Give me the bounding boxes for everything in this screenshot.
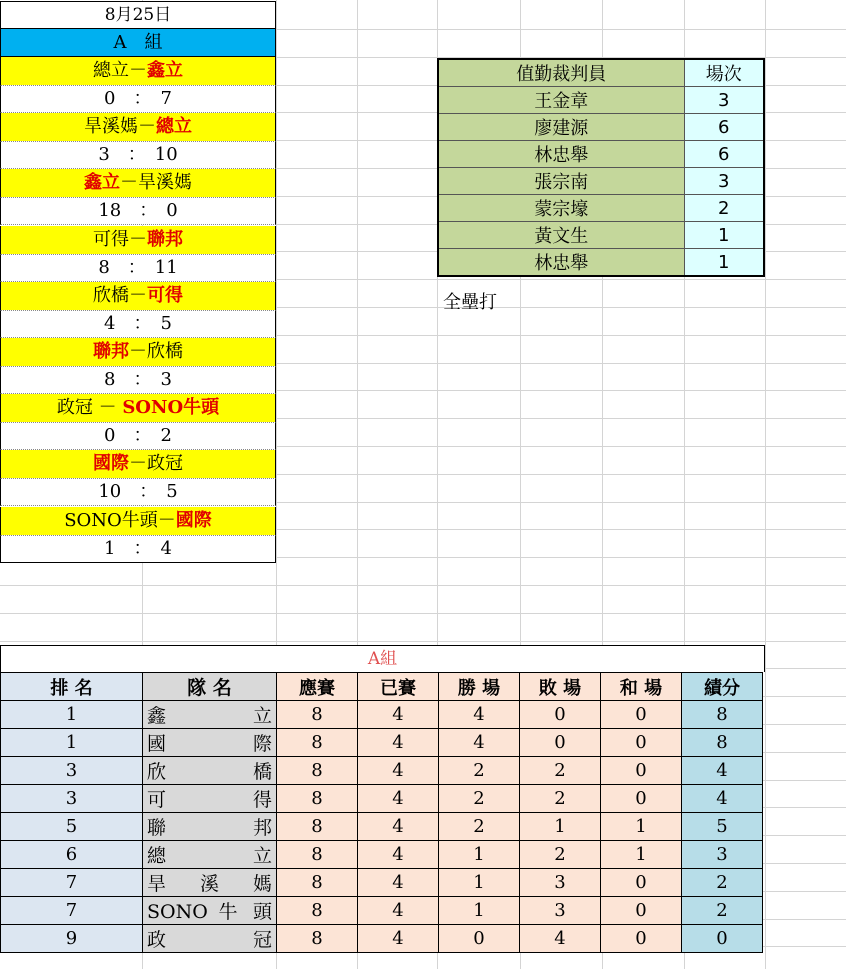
standings-header-row	[1, 673, 763, 701]
match-separator: －	[138, 116, 156, 138]
match-home-team: 國際	[93, 453, 129, 475]
standings-cell-wins[interactable]: 0	[439, 925, 520, 953]
match-separator: －	[129, 284, 147, 306]
standings-cell-losses[interactable]: 0	[520, 701, 601, 729]
match-separator: －	[129, 228, 147, 250]
standings-cell-team[interactable]: 國際	[143, 729, 277, 757]
match-away-team: 總立	[156, 116, 192, 138]
match-block	[0, 113, 276, 169]
standings-cell-played[interactable]: 4	[358, 785, 439, 813]
match-score-cell[interactable]: 1 ： 4	[0, 535, 276, 563]
referee-count[interactable]: 1	[684, 222, 764, 249]
referee-count[interactable]: 6	[684, 114, 764, 141]
standings-cell-team[interactable]: 聯邦	[143, 813, 277, 841]
standings-cell-played[interactable]: 4	[358, 897, 439, 925]
referee-name[interactable]: 王金章	[438, 87, 684, 114]
match-teams-cell[interactable]	[0, 282, 276, 310]
referee-name[interactable]: 張宗南	[438, 168, 684, 195]
match-teams-cell[interactable]	[0, 169, 276, 197]
standings-cell-team[interactable]: 總立	[143, 841, 277, 869]
standings-cell-losses[interactable]: 1	[520, 813, 601, 841]
standings-row	[1, 757, 763, 785]
match-home-team: 總立	[93, 60, 129, 81]
standings-cell-wins[interactable]: 4	[439, 729, 520, 757]
standings-cell-scheduled[interactable]: 8	[277, 785, 358, 813]
match-away-team: 旱溪媽	[138, 172, 192, 194]
standings-row	[1, 701, 763, 729]
match-score-cell[interactable]: 10 ： 5	[0, 478, 276, 506]
standings-row	[1, 897, 763, 925]
standings-cell-rank[interactable]: 7	[1, 897, 143, 925]
standings-cell-wins[interactable]: 2	[439, 757, 520, 785]
standings-cell-rank[interactable]: 3	[1, 757, 143, 785]
standings-header-points[interactable]: 績分	[682, 673, 763, 701]
referee-row	[438, 249, 764, 277]
match-home-team: 政冠	[56, 397, 93, 419]
match-separator: －	[129, 453, 147, 475]
standings-cell-rank[interactable]: 3	[1, 785, 143, 813]
standings-cell-team[interactable]: 鑫立	[143, 701, 277, 729]
match-separator: －	[92, 397, 123, 419]
standings-cell-played[interactable]: 4	[358, 757, 439, 785]
standings-cell-team[interactable]: 可得	[143, 785, 277, 813]
standings-header-team[interactable]: 隊 名	[143, 673, 277, 701]
group-header-cell[interactable]: A 組	[0, 29, 276, 57]
standings-cell-losses[interactable]: 2	[520, 785, 601, 813]
match-teams-cell[interactable]	[0, 338, 276, 366]
grid-hline	[0, 641, 846, 642]
match-away-team: 鑫立	[147, 60, 183, 81]
standings-cell-scheduled[interactable]: 8	[277, 841, 358, 869]
match-score-cell[interactable]: 8 ： 3	[0, 366, 276, 394]
referee-name[interactable]: 廖建源	[438, 114, 684, 141]
standings-row	[1, 813, 763, 841]
referee-row	[438, 222, 764, 249]
standings-cell-points[interactable]: 2	[682, 897, 763, 925]
referee-row	[438, 87, 764, 114]
standings-row	[1, 841, 763, 869]
standings-header-scheduled[interactable]: 應賽	[277, 673, 358, 701]
standings-cell-draws[interactable]: 0	[601, 701, 682, 729]
match-score-cell[interactable]: 18 ： 0	[0, 197, 276, 225]
standings-cell-draws[interactable]: 0	[601, 897, 682, 925]
standings-cell-losses[interactable]: 2	[520, 841, 601, 869]
standings-cell-losses[interactable]: 3	[520, 897, 601, 925]
home-run-label[interactable]: 全壘打	[443, 292, 497, 313]
standings-cell-wins[interactable]: 4	[439, 701, 520, 729]
standings-cell-team[interactable]: SONO 牛 頭	[143, 897, 277, 925]
standings-row	[1, 785, 763, 813]
standings-cell-draws[interactable]: 0	[601, 785, 682, 813]
standings-cell-played[interactable]: 4	[358, 813, 439, 841]
standings-cell-scheduled[interactable]: 8	[277, 813, 358, 841]
standings-cell-scheduled[interactable]: 8	[277, 701, 358, 729]
match-score-cell[interactable]: 4 ： 5	[0, 310, 276, 338]
match-score-cell[interactable]: 0 ： 2	[0, 422, 276, 450]
match-score-cell[interactable]: 8 ： 11	[0, 254, 276, 282]
standings-cell-draws[interactable]: 1	[601, 813, 682, 841]
standings-cell-rank[interactable]: 1	[1, 729, 143, 757]
match-home-team: 聯邦	[93, 341, 129, 362]
standings-table	[0, 672, 763, 953]
standings-cell-wins[interactable]: 1	[439, 897, 520, 925]
referee-count[interactable]: 6	[684, 141, 764, 168]
match-teams-cell[interactable]	[0, 394, 276, 422]
match-block	[0, 57, 276, 113]
standings-cell-draws[interactable]: 0	[601, 869, 682, 897]
standings-cell-points[interactable]: 8	[682, 701, 763, 729]
standings-cell-points[interactable]: 3	[682, 841, 763, 869]
referee-name[interactable]: 林忠舉	[438, 249, 684, 277]
match-block	[0, 394, 276, 450]
referee-header-count[interactable]: 場次	[684, 59, 764, 87]
match-home-team: 可得	[93, 228, 129, 250]
standings-header-draws[interactable]: 和 場	[601, 673, 682, 701]
match-away-team: 政冠	[147, 453, 183, 475]
standings-cell-draws[interactable]: 0	[601, 729, 682, 757]
referee-count[interactable]: 3	[684, 87, 764, 114]
standings-header-played[interactable]: 已賽	[358, 673, 439, 701]
standings-header-losses[interactable]: 敗 場	[520, 673, 601, 701]
standings-cell-played[interactable]: 4	[358, 869, 439, 897]
standings-header-wins[interactable]: 勝 場	[439, 673, 520, 701]
referee-name[interactable]: 林忠舉	[438, 141, 684, 168]
referee-table	[437, 58, 765, 277]
standings-cell-losses[interactable]: 0	[520, 729, 601, 757]
match-teams-cell[interactable]	[0, 226, 276, 254]
standings-cell-wins[interactable]: 2	[439, 785, 520, 813]
referee-row	[438, 114, 764, 141]
match-separator: －	[157, 509, 176, 531]
match-teams-cell[interactable]	[0, 57, 276, 85]
referee-count[interactable]: 1	[684, 249, 764, 277]
referee-row	[438, 195, 764, 222]
match-away-team: 欣橋	[147, 341, 183, 362]
match-teams-cell[interactable]	[0, 507, 276, 535]
standings-cell-team[interactable]: 政冠	[143, 925, 277, 953]
standings-cell-scheduled[interactable]: 8	[277, 729, 358, 757]
referee-count[interactable]: 3	[684, 168, 764, 195]
match-block	[0, 282, 276, 338]
referee-row	[438, 141, 764, 168]
match-block	[0, 226, 276, 282]
standings-cell-played[interactable]: 4	[358, 701, 439, 729]
match-away-team: 聯邦	[147, 228, 183, 250]
standings-cell-draws[interactable]: 1	[601, 841, 682, 869]
standings-row	[1, 925, 763, 953]
date-cell[interactable]: 8月25日	[0, 1, 276, 29]
standings-cell-draws[interactable]: 0	[601, 925, 682, 953]
grid-vline	[765, 0, 766, 969]
match-separator: －	[129, 60, 147, 81]
match-home-team: 欣橋	[93, 284, 129, 306]
standings-cell-points[interactable]: 4	[682, 757, 763, 785]
standings-cell-played[interactable]: 4	[358, 729, 439, 757]
referee-count[interactable]: 2	[684, 195, 764, 222]
standings-cell-scheduled[interactable]: 8	[277, 757, 358, 785]
referee-row	[438, 168, 764, 195]
match-home-team: 旱溪媽	[84, 116, 138, 138]
standings-cell-scheduled[interactable]: 8	[277, 869, 358, 897]
match-block	[0, 338, 276, 394]
match-separator: －	[129, 341, 147, 362]
standings-cell-scheduled[interactable]: 8	[277, 897, 358, 925]
referee-name[interactable]: 黃文生	[438, 222, 684, 249]
standings-cell-losses[interactable]: 4	[520, 925, 601, 953]
standings-cell-team[interactable]: 欣橋	[143, 757, 277, 785]
standings-cell-scheduled[interactable]: 8	[277, 925, 358, 953]
standings-cell-draws[interactable]: 0	[601, 757, 682, 785]
match-teams-cell[interactable]	[0, 113, 276, 141]
match-block	[0, 507, 276, 563]
match-block	[0, 169, 276, 225]
standings-cell-played[interactable]: 4	[358, 841, 439, 869]
referee-header-name[interactable]: 值勤裁判員	[438, 59, 684, 87]
standings-cell-points[interactable]: 2	[682, 869, 763, 897]
standings-cell-rank[interactable]: 5	[1, 813, 143, 841]
match-separator: －	[120, 172, 138, 194]
standings-cell-losses[interactable]: 3	[520, 869, 601, 897]
match-home-team: SONO牛頭	[64, 509, 158, 531]
standings-header-rank[interactable]: 排 名	[1, 673, 143, 701]
grid-hline	[0, 613, 846, 614]
match-away-team: 國際	[175, 509, 212, 531]
standings-cell-points[interactable]: 0	[682, 925, 763, 953]
standings-cell-losses[interactable]: 2	[520, 757, 601, 785]
match-score-cell[interactable]: 0 ： 7	[0, 85, 276, 113]
match-block	[0, 450, 276, 506]
standings-cell-rank[interactable]: 9	[1, 925, 143, 953]
match-home-team: 鑫立	[84, 172, 120, 194]
match-teams-cell[interactable]	[0, 450, 276, 478]
standings-cell-points[interactable]: 4	[682, 785, 763, 813]
referee-name[interactable]: 蒙宗壕	[438, 195, 684, 222]
standings-cell-points[interactable]: 8	[682, 729, 763, 757]
standings-cell-played[interactable]: 4	[358, 925, 439, 953]
standings-cell-rank[interactable]: 6	[1, 841, 143, 869]
standings-cell-team[interactable]: 旱溪媽	[143, 869, 277, 897]
match-score-cell[interactable]: 3 ： 10	[0, 141, 276, 169]
standings-cell-wins[interactable]: 1	[439, 869, 520, 897]
standings-cell-points[interactable]: 5	[682, 813, 763, 841]
standings-cell-rank[interactable]: 7	[1, 869, 143, 897]
grid-hline	[0, 585, 846, 586]
standings-row	[1, 729, 763, 757]
standings-cell-wins[interactable]: 2	[439, 813, 520, 841]
match-away-team: 可得	[147, 284, 183, 306]
match-away-team: SONO牛頭	[122, 397, 220, 419]
referee-header-row	[438, 59, 764, 87]
standings-cell-rank[interactable]: 1	[1, 701, 143, 729]
standings-row	[1, 869, 763, 897]
standings-cell-wins[interactable]: 1	[439, 841, 520, 869]
standings-title[interactable]: A組	[0, 645, 765, 672]
